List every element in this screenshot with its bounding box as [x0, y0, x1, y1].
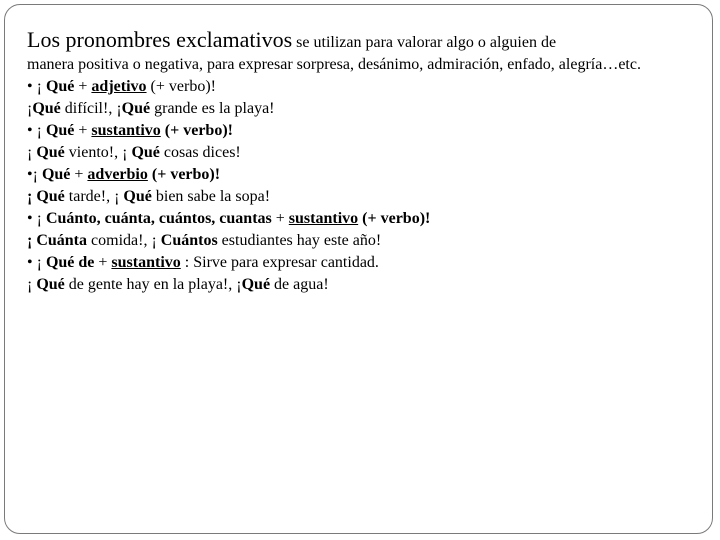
example-text: de gente hay en la playa!, ¡	[64, 276, 242, 293]
rule-bullet: • ¡	[27, 78, 46, 95]
example-line	[27, 98, 695, 120]
intro-paragraph	[27, 29, 695, 76]
example-pronoun: Qué	[36, 188, 65, 205]
rule-bullet: •¡	[27, 166, 42, 183]
example-pronoun: Qué	[241, 276, 271, 293]
example-pronoun: Qué	[36, 144, 65, 161]
example-text: tarde!, ¡	[64, 188, 124, 205]
example-pronoun: Qué	[32, 100, 61, 117]
example-pronoun: Qué	[131, 144, 160, 161]
example-line	[27, 186, 695, 208]
rule-category: sustantivo	[111, 254, 181, 271]
rule-pronoun: Cuánto, cuánta, cuántos, cuantas	[45, 210, 272, 227]
intro-heading: Los pronombres exclamativos	[27, 27, 293, 52]
rule-plus: +	[271, 210, 289, 227]
example-text: ¡	[27, 188, 37, 205]
example-text: ¡	[27, 144, 37, 161]
rule-suffix: (+ verbo)!	[160, 122, 233, 139]
example-pronoun: Qué	[123, 188, 152, 205]
example-pronoun: Cuánta	[36, 232, 88, 249]
example-text: viento!, ¡	[64, 144, 132, 161]
example-pronoun: Cuántos	[160, 232, 218, 249]
rule-plus: +	[70, 166, 88, 183]
rule-plus: +	[74, 122, 92, 139]
rule-line	[27, 208, 695, 230]
example-text: cosas dices!	[159, 144, 241, 161]
rule-bullet: • ¡	[27, 254, 46, 271]
rule-suffix: (+ verbo)!	[146, 78, 216, 95]
rule-category: sustantivo	[288, 210, 359, 227]
example-text: bien sabe la sopa!	[151, 188, 271, 205]
example-line	[27, 274, 695, 296]
rule-category: adverbio	[87, 166, 148, 183]
example-text: comida!, ¡	[87, 232, 161, 249]
rule-pronoun: Qué	[41, 166, 71, 183]
example-text: de agua!	[270, 276, 329, 293]
example-pronoun: Qué	[36, 276, 65, 293]
example-line	[27, 142, 695, 164]
rule-suffix: (+ verbo)!	[147, 166, 221, 183]
slide-content	[27, 29, 695, 296]
example-line	[27, 230, 695, 252]
rule-category: adjetivo	[91, 78, 147, 95]
rule-pronoun: Qué	[45, 78, 75, 95]
intro-text-rest: manera positiva o negativa, para expresar sorpresa, desánimo, admiración, enfado, alegría…etc.	[27, 56, 641, 73]
rule-line	[27, 252, 695, 274]
example-text: ¡	[27, 276, 37, 293]
slide-frame	[4, 4, 713, 534]
example-text: grande es la playa!	[150, 100, 275, 117]
rule-plus: +	[74, 78, 92, 95]
rule-line	[27, 164, 695, 186]
rule-bullet: • ¡	[27, 210, 46, 227]
example-text: ¡	[27, 232, 37, 249]
rule-pronoun: Qué	[45, 122, 75, 139]
example-text: ¡	[27, 100, 33, 117]
rule-line	[27, 120, 695, 142]
rule-pronoun: Qué de	[45, 254, 95, 271]
rule-suffix: (+ verbo)!	[358, 210, 431, 227]
rule-line	[27, 76, 695, 98]
example-pronoun: Qué	[121, 100, 151, 117]
rule-bullet: • ¡	[27, 122, 46, 139]
rule-category: sustantivo	[91, 122, 161, 139]
example-text: estudiantes hay este año!	[217, 232, 382, 249]
example-text: difícil!, ¡	[60, 100, 122, 117]
rule-plus: +	[94, 254, 112, 271]
rule-suffix: : Sirve para expresar cantidad.	[180, 254, 379, 271]
intro-text-first: se utilizan para valorar algo o alguien de	[292, 34, 557, 51]
